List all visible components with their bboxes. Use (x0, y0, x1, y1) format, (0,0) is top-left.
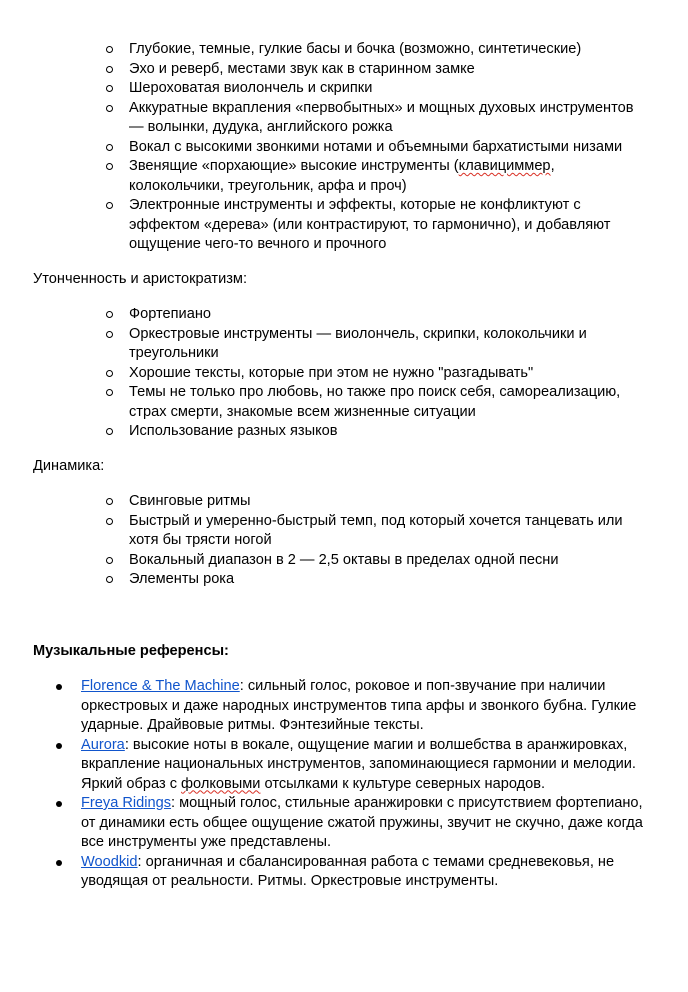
spellcheck-flagged-word[interactable]: фолковыми (181, 775, 261, 792)
list-item: Использование разных языков (129, 422, 648, 442)
list-item: Быстрый и умеренно-быстрый темп, под который хочется танцевать или хотя бы трясти ногой (129, 512, 648, 551)
list-item (81, 853, 648, 892)
list-item (81, 677, 648, 736)
reference-description: : органичная и сбалансированная работа с темами средневековья, не уводящая от реальности. Ритмы. Оркестровые инструменты. (81, 853, 615, 889)
list-item: Хорошие тексты, которые при этом не нужно "разгадывать" (129, 364, 648, 384)
list-item: Фортепиано (129, 305, 648, 325)
dynamics-list (0, 492, 688, 590)
reference-description: : высокие ноты в вокале, ощущение магии и волшебства в аранжировках, вкрапление национальных инструментов, запоминающиеся гармонии и мелодии. Яркий образ с (81, 736, 636, 792)
list-item: Элементы рока (129, 570, 648, 590)
section-heading-dynamics: Динамика: (33, 458, 105, 474)
list-item: Аккуратные вкрапления «первобытных» и мощных духовых инструментов — волынки, дудука, английского рожка (129, 99, 648, 138)
list-item: Глубокие, темные, гулкие басы и бочка (возможно, синтетические) (129, 40, 648, 60)
reference-description: : мощный голос, стильные аранжировки с присутствием фортепиано, от динамики есть общее ощущение сжатой пружины, звучит не скучно, даже когда все инструменты уже представлены. (81, 795, 643, 850)
spellcheck-flagged-word[interactable]: клавициммер (458, 158, 551, 174)
reference-link[interactable]: Freya Ridings (81, 795, 172, 811)
list-item: Свинговые ритмы (129, 492, 648, 512)
list-item: Электронные инструменты и эффекты, которые не конфликтуют с эффектом «дерева» (или контрастируют, то гармонично), и добавляют ощущение чего-то вечного и прочного (129, 196, 648, 255)
reference-link[interactable]: Aurora (81, 736, 125, 753)
text-segment: Звенящие «порхающие» высокие инструменты ( (129, 158, 459, 174)
text-segment: , колокольчики, треугольник, арфа и проч) (129, 158, 555, 194)
refinement-list (0, 305, 688, 442)
references-list (0, 677, 688, 892)
list-item: Вокальный диапазон в 2 — 2,5 октавы в пределах одной песни (129, 551, 648, 571)
section-heading-references: Музыкальные референсы: (33, 643, 229, 659)
list-item: Вокал с высокими звонкими нотами и объемными бархатистыми низами (129, 138, 648, 158)
sound-list (0, 40, 688, 255)
list-item (81, 794, 648, 853)
reference-link[interactable]: Woodkid (81, 853, 138, 870)
list-item (129, 157, 648, 196)
list-item (81, 736, 648, 795)
section-heading-refinement: Утонченность и аристократизм: (33, 271, 247, 287)
list-item: Шероховатая виолончель и скрипки (129, 79, 648, 99)
list-item: Темы не только про любовь, но также про поиск себя, самореализацию, страх смерти, знакомые всем жизненные ситуации (129, 383, 648, 422)
reference-link[interactable]: Florence & The Machine (81, 678, 240, 694)
list-item: Эхо и реверб, местами звук как в старинном замке (129, 60, 648, 80)
reference-description: : сильный голос, роковое и поп-звучание при наличии оркестровых и даже народных инструментов типа арфы и звонкого бубна. Гулкие ударные. Драйвовые ритмы. Фэнтезийные тексты. (81, 678, 637, 733)
list-item: Оркестровые инструменты — виолончель, скрипки, колокольчики и треугольники (129, 325, 648, 364)
reference-description: отсылками к культуре северных народов. (260, 775, 546, 792)
